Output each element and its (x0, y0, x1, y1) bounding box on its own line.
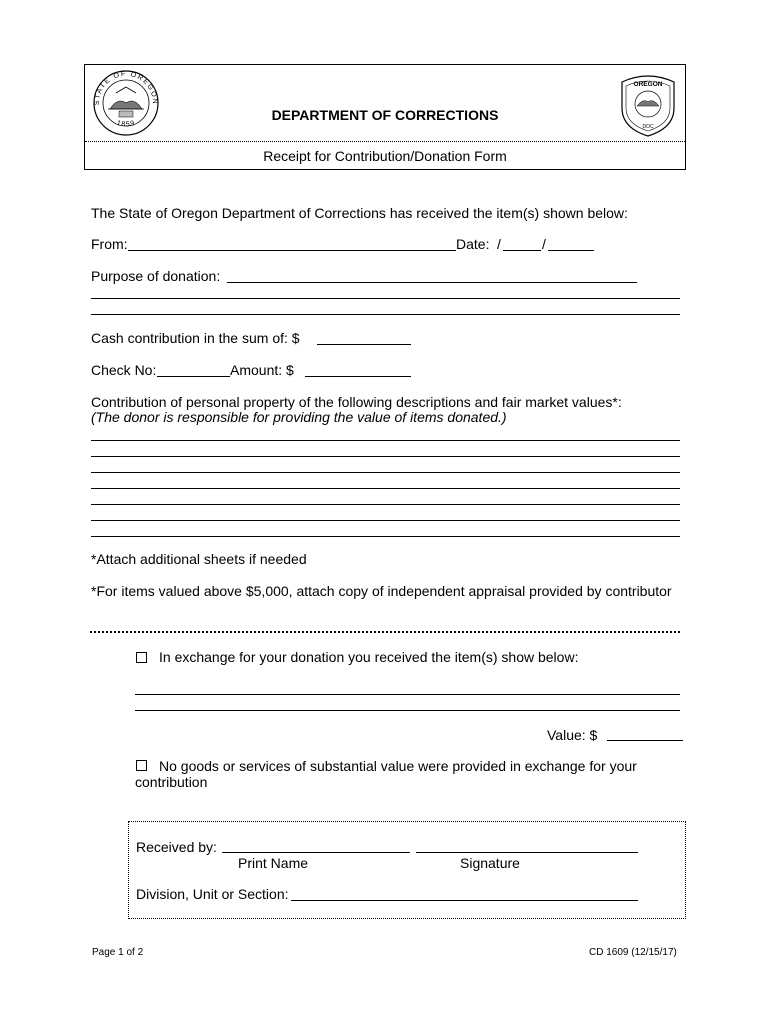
check-no-label: Check No: (91, 362, 157, 378)
cash-amount-input[interactable] (317, 328, 411, 345)
value-label: Value: $ (547, 727, 598, 743)
page-number: Page 1 of 2 (92, 947, 144, 958)
property-label: Contribution of personal property of the following descriptions and fair market values*: (91, 394, 622, 410)
date-separator: / (542, 236, 546, 252)
badge-top-text: OREGON (633, 81, 663, 88)
value-input[interactable] (607, 724, 683, 741)
no-goods-label-continued: contribution (135, 774, 208, 790)
attach-note: *Attach additional sheets if needed (91, 551, 307, 567)
property-input-line-6[interactable] (91, 504, 680, 521)
purpose-label: Purpose of donation: (91, 268, 221, 284)
purpose-input[interactable] (227, 266, 637, 283)
purpose-input-line-2[interactable] (91, 282, 680, 299)
property-input-line-1[interactable] (91, 424, 680, 441)
header-divider (85, 141, 685, 142)
division-input[interactable] (291, 884, 638, 901)
section-divider (90, 631, 680, 633)
date-separator: / (497, 236, 501, 252)
seal-top-text: STATE OF OREGON (93, 70, 159, 106)
received-by-label: Received by: (136, 839, 217, 855)
department-title: DEPARTMENT OF CORRECTIONS (271, 107, 499, 123)
amount-label: Amount: $ (230, 362, 294, 378)
form-title: Receipt for Contribution/Donation Form (263, 148, 507, 164)
property-input-line-7[interactable] (91, 520, 680, 537)
badge-bottom-text: DOC (642, 124, 654, 130)
cash-label: Cash contribution in the sum of: $ (91, 330, 300, 346)
received-items-label: In exchange for your donation you received the item(s) show below: (159, 649, 579, 665)
print-name-caption: Print Name (238, 855, 309, 871)
date-label: Date: (456, 236, 490, 252)
no-goods-label: No goods or services of substantial value were provided in exchange for your (159, 758, 637, 774)
form-code: CD 1609 (12/15/17) (589, 947, 677, 958)
property-input-line-3[interactable] (91, 456, 680, 473)
intro-text: The State of Oregon Department of Corrections has received the item(s) shown below: (91, 205, 628, 221)
property-input-line-4[interactable] (91, 472, 680, 489)
date-year-input[interactable] (548, 234, 594, 251)
check-amount-input[interactable] (305, 360, 411, 377)
no-goods-checkbox[interactable] (136, 760, 147, 771)
check-no-input[interactable] (157, 360, 230, 377)
appraisal-note: *For items valued above $5,000, attach copy of independent appraisal provided by contributor (91, 583, 672, 599)
received-items-input-line-2[interactable] (135, 694, 680, 711)
property-input-line-5[interactable] (91, 488, 680, 505)
state-seal-logo (86, 69, 166, 137)
property-note: (The donor is responsible for providing the value of items donated.) (91, 409, 507, 425)
from-input[interactable] (128, 234, 456, 251)
date-day-input[interactable] (503, 234, 541, 251)
received-items-checkbox[interactable] (136, 652, 147, 663)
signature-caption: Signature (460, 855, 520, 871)
division-label: Division, Unit or Section: (136, 886, 289, 902)
doc-badge-logo (618, 72, 678, 138)
print-name-input[interactable] (222, 836, 410, 853)
seal-year-text: 1859 (115, 119, 137, 129)
from-label: From: (91, 236, 128, 252)
signature-input[interactable] (416, 836, 638, 853)
received-items-input-line-1[interactable] (135, 678, 680, 695)
purpose-input-line-3[interactable] (91, 298, 680, 315)
property-input-line-2[interactable] (91, 440, 680, 457)
